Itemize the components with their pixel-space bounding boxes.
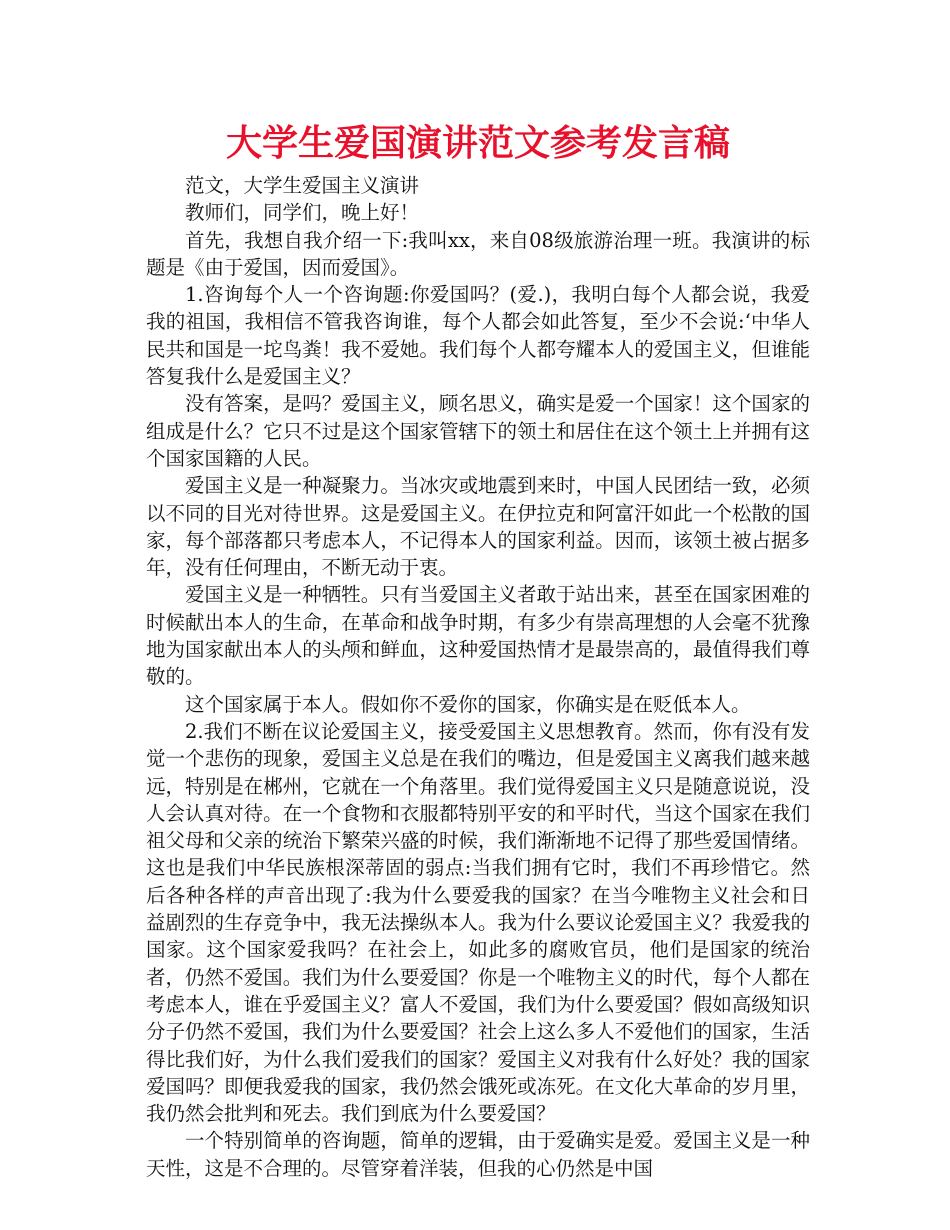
paragraph-3: 首先，我想自我介绍一下:我叫xx，来自08级旅游治理一班。我演讲的标题是《由于爱国，因而爱国》。 [146,228,810,279]
paragraph-8: 这个国家属于本人。假如你不爱你的国家，你确实是在贬低本人。 [185,692,751,716]
paragraph-2: 教师们，同学们，晚上好！ [185,201,420,225]
document-title: 大学生爱国演讲范文参考发言稿 [225,123,730,164]
paragraph-10: 一个特别简单的咨询题，简单的逻辑，由于爱确实是爱。爱国主义是一种天性，这是不合理的。尽管穿着洋装，但我的心仍然是中国 [146,1129,810,1180]
paragraph-7: 爱国主义是一种牺牲。只有当爱国主义者敢于站出来，甚至在国家困难的时候献出本人的生命，在革命和战争时期，有多少有崇高理想的人会毫不犹豫地为国家献出本人的头颅和鲜血，这种爱国热情才是最崇高的，最值得我们尊敬的。 [146,583,810,689]
paragraph-9: 2.我们不断在议论爱国主义，接受爱国主义思想教育。然而，你有没有发觉一个悲伤的现象，爱国主义总是在我们的嘴边，但是爱国主义离我们越来越远，特别是在郴州，它就在一个角落里。我们觉得爱国主义只是随意说说，没人会认真对待。在一个食物和衣服都特别平安的和平时代，当这个国家在我们祖父母和父亲的统治下繁荣兴盛的时候，我们渐渐地不记得了那些爱国情绪。这也是我们中华民族根深蒂固的弱点:当我们拥有它时，我们不再珍惜它。然后各种各样的声音出现了:我为什么要爱我的国家？在当今唯物主义社会和日益剧烈的生存竞争中，我无法操纵本人。我为什么要议论爱国主义？我爱我的国家。这个国家爱我吗？在社会上，如此多的腐败官员，他们是国家的统治者，仍然不爱国。我们为什么要爱国？你是一个唯物主义的时代，每个人都在考虑本人，谁在乎爱国主义？富人不爱国，我们为什么要爱国？假如高级知识分子仍然不爱国，我们为什么要爱国？社会上这么多人不爱他们的国家，生活得比我们好，为什么我们爱我们的国家？爱国主义对我有什么好处？我的国家爱国吗？即便我爱我的国家，我仍然会饿死或冻死。在文化大革命的岁月里，我仍然会批判和死去。我们到底为什么要爱国？ [146,719,810,1126]
paragraph-5: 没有答案，是吗？爱国主义，顾名思义，确实是爱一个国家！这个国家的组成是什么？它只不过是这个国家管辖下的领土和居住在这个领土上并拥有这个国家国籍的人民。 [146,392,810,470]
paragraph-1: 范文，大学生爱国主义演讲 [185,174,420,197]
paragraph-6: 爱国主义是一种凝聚力。当冰灾或地震到来时，中国人民团结一致，必须以不同的目光对待世界。这是爱国主义。在伊拉克和阿富汗如此一个松散的国家，每个部落都只考虑本人，不记得本人的国家利益。因而，该领土被占据多年，没有任何理由，不断无动于衷。 [146,474,810,580]
document-page [146,118,810,1182]
paragraph-4: 1.咨询每个人一个咨询题:你爱国吗？(爱.)，我明白每个人都会说，我爱我的祖国，我相信不管我咨询谁，每个人都会如此答复，至少不会说:‘中华人民共和国是一坨鸟粪！我不爱她。我们每个人都夸耀本人的爱国主义，但谁能答复我什么是爱国主义？ [146,283,810,389]
